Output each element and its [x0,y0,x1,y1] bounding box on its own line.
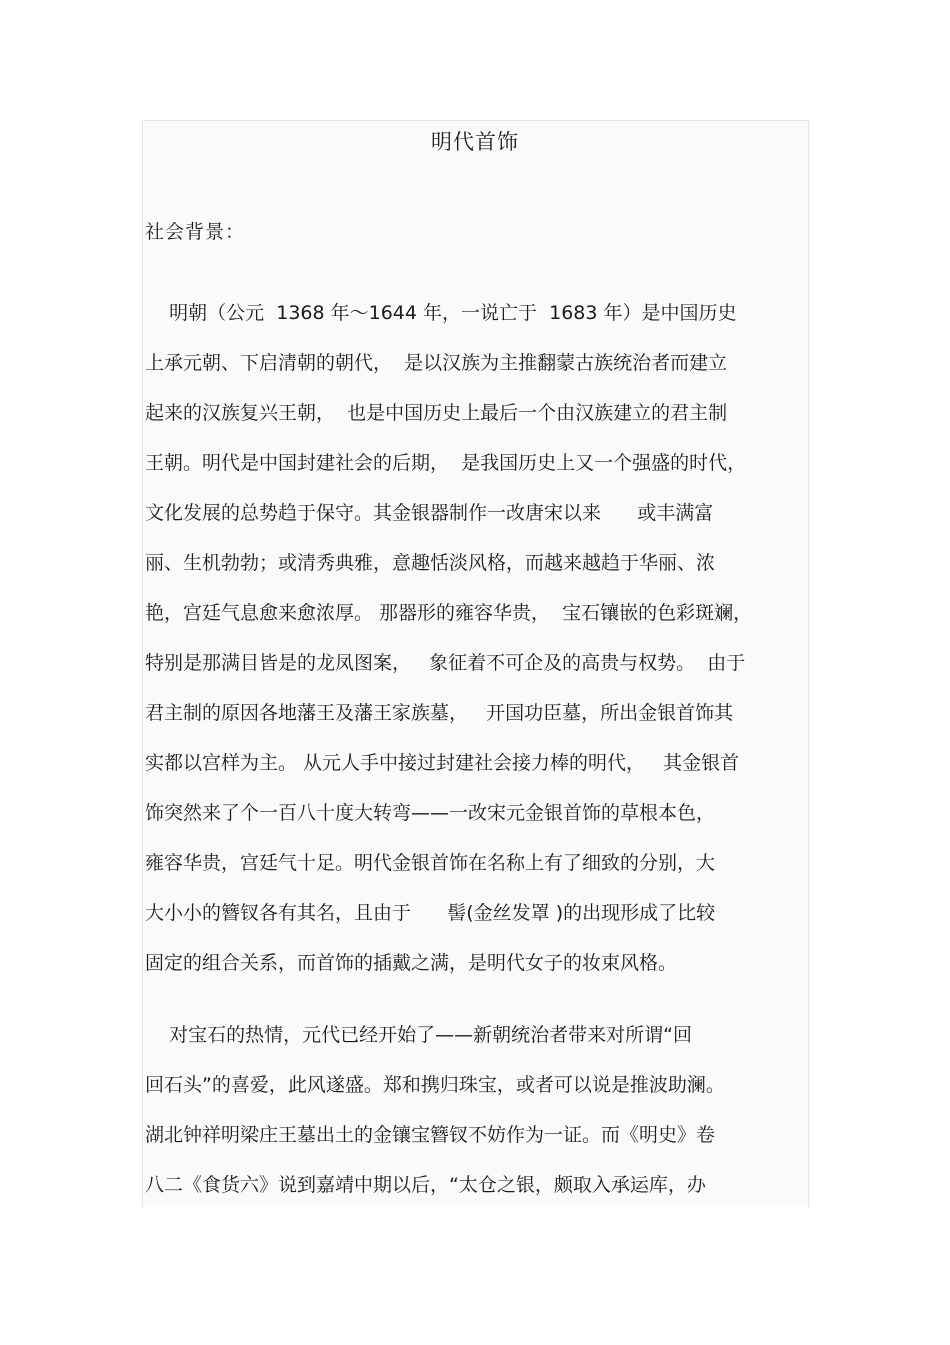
paragraph-line: 特别是那满目皆是的龙凤图案， 象征着不可企及的高贵与权势。 由于 [145,652,746,674]
paragraph-line: 大小小的簪钗各有其名，且由于 髻(金丝发罩 )的出现形成了比较 [145,902,716,924]
section-heading: 社会背景： [145,221,246,243]
paragraph-line: 起来的汉族复兴王朝， 也是中国历史上最后一个由汉族建立的君主制 [145,402,728,424]
paragraph-line: 上承元朝、下启清朝的朝代， 是以汉族为主推翻蒙古族统治者而建立 [145,352,728,374]
paragraph-line: 丽、生机勃勃；或清秀典雅，意趣恬淡风格，而越来越趋于华丽、浓 [145,552,716,574]
paragraph-line: 君主制的原因各地藩王及藩王家族墓， 开国功臣墓，所出金银首饰其 [145,702,734,724]
paragraph-line: 饰突然来了个一百八十度大转弯——一改宋元金银首饰的草根本色， [145,802,716,824]
document-title: 明代首饰 [431,130,519,154]
paragraph-line: 雍容华贵，宫廷气十足。明代金银首饰在名称上有了细致的分别，大 [145,852,716,874]
paragraph-line: 八二《食货六》说到嘉靖中期以后，“太仓之银，颇取入承运库，办 [145,1174,706,1196]
paragraph-line: 对宝石的热情，元代已经开始了——新朝统治者带来对所谓“回 [145,1024,693,1046]
paragraph-line: 艳，宫廷气息愈来愈浓厚。 那器形的雍容华贵， 宝石镶嵌的色彩斑斓， [145,602,753,624]
paragraph-line: 王朝。明代是中国封建社会的后期， 是我国历史上又一个强盛的时代， [145,452,747,474]
paragraph-line: 固定的组合关系，而首饰的插戴之满，是明代女子的妆束风格。 [145,952,678,974]
paragraph-line: 明朝（公元 1368 年～1644 年，一说亡于 1683 年）是中国历史 [145,302,737,324]
paragraph-line: 实都以宫样为主。 从元人手中接过封建社会接力棒的明代， 其金银首 [145,752,740,774]
paragraph-line: 湖北钟祥明梁庄王墓出土的金镶宝簪钗不妨作为一证。而《明史》卷 [145,1124,716,1146]
paragraph-line: 文化发展的总势趋于保守。其金银器制作一改唐宋以来 或丰满富 [145,502,714,524]
paragraph-line: 回石头”的喜爱，此风遂盛。郑和携归珠宝，或者可以说是推波助澜。 [145,1074,725,1096]
